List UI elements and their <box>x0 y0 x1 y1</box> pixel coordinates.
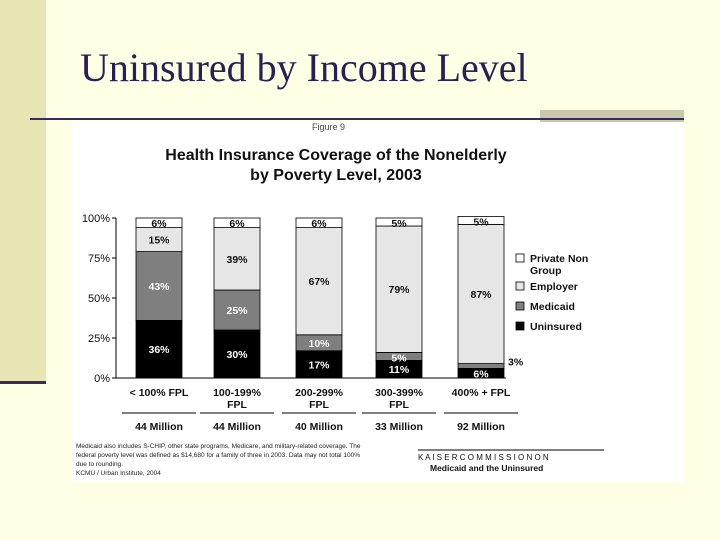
category-total: 44 Million <box>135 421 183 433</box>
data-label: 17% <box>308 359 330 372</box>
legend-swatch <box>516 322 524 330</box>
x-tick-label: 200-299% <box>295 387 343 399</box>
footnote-line: KCMU / Urban Institute, 2004 <box>76 470 161 477</box>
legend-swatch <box>516 282 524 290</box>
chart-title: Health Insurance Coverage of the Nonelderly <box>165 147 507 164</box>
x-tick-label: 300-399% <box>375 387 423 399</box>
data-label: 79% <box>388 284 410 297</box>
bar-segment <box>458 364 504 369</box>
legend-label: Private Non <box>530 253 589 265</box>
data-label: 30% <box>226 349 248 361</box>
legend-label: Employer <box>530 281 578 293</box>
category-total: 40 Million <box>295 421 343 433</box>
chart-subtitle: by Poverty Level, 2003 <box>250 167 422 184</box>
x-tick-label: FPL <box>309 399 329 411</box>
data-label: 43% <box>148 281 170 293</box>
legend-label: Group <box>530 265 562 277</box>
data-label: 67% <box>308 276 330 289</box>
category-total: 33 Million <box>375 421 423 433</box>
legend-label: Medicaid <box>530 301 575 313</box>
y-tick-label: 100% <box>81 213 110 225</box>
data-label: 87% <box>470 289 492 301</box>
footnote-line: Medicaid also includes S-CHIP, other state programs, Medicare, and military-related coverage. The <box>76 443 361 450</box>
data-label: 6% <box>229 218 245 230</box>
legend-swatch <box>516 302 524 310</box>
y-tick-label: 25% <box>87 333 110 345</box>
branding-line1: K A I S E R C O M M I S S I O N O N <box>418 453 549 462</box>
category-total: 44 Million <box>213 421 261 433</box>
x-tick-label: < 100% FPL <box>129 387 189 399</box>
data-label: 39% <box>226 253 248 266</box>
x-tick-label: 100-199% <box>213 387 261 399</box>
x-tick-label: 400% + FPL <box>451 387 511 399</box>
data-label: 15% <box>148 234 170 247</box>
data-label: 6% <box>151 218 167 230</box>
data-label: 6% <box>473 368 489 381</box>
data-label: 5% <box>473 216 489 229</box>
branding-line2: Medicaid and the Uninsured <box>430 463 544 473</box>
y-tick-label: 0% <box>94 373 110 385</box>
data-label: 10% <box>308 337 330 350</box>
data-label: 11% <box>388 364 410 377</box>
data-label: 5% <box>391 352 407 365</box>
data-label: 36% <box>148 344 170 357</box>
data-label: 6% <box>311 218 327 230</box>
x-tick-label: FPL <box>389 399 409 411</box>
category-total: 92 Million <box>457 421 505 433</box>
footnote-line: federal poverty level was defined as $14,680 for a family of three in 2003. Data may not total 100% <box>76 452 361 459</box>
x-tick-label: FPL <box>227 399 247 411</box>
data-label: 25% <box>226 305 248 317</box>
data-label: 5% <box>391 218 407 230</box>
footnote-line: due to rounding. <box>76 461 123 468</box>
slide-title: Uninsured by Income Level <box>80 45 528 90</box>
y-tick-label: 75% <box>87 253 110 265</box>
legend-swatch <box>516 254 524 262</box>
data-label: 3% <box>508 356 524 369</box>
legend-label: Uninsured <box>530 321 582 333</box>
figure-label: Figure 9 <box>312 122 346 132</box>
y-tick-label: 50% <box>87 293 110 305</box>
